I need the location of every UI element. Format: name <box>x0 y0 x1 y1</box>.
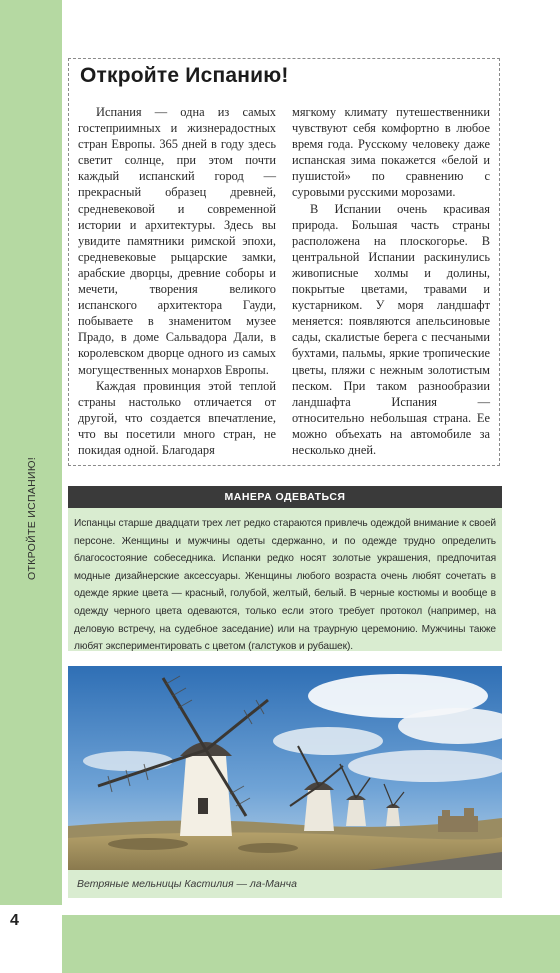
intro-paragraph: мягкому климату путешественники чувствуют себя комфортно в любое время года. Русскому человеку даже испанская зима покажется «белой и пушистой» по сравнению с суровыми русскими морозами. <box>292 105 490 200</box>
intro-paragraph: Каждая провинция этой теплой страны настолько отличается от другой, что создается впечатление, что вы посетили много стран, не покидая одной. Благодаря <box>78 378 276 457</box>
running-head-text: ОТКРОЙТЕ ИСПАНИЮ! <box>26 457 38 580</box>
manners-heading-text: МАНЕРА ОДЕВАТЬСЯ <box>224 491 346 503</box>
windmills-illustration <box>68 666 502 870</box>
manners-text: Испанцы старше двадцати трех лет редко стараются привлечь одеждой внимание к своей персоне. Женщины и мужчины одеты сдержанно, и по одежде трудно определить благосостояние собеседника. Испанки редко носят золотые украшения, предпочитая модные дизайнерские аксессуары. Женщины любого возраста очень любят сочетать в одежде яркие цвета — красный, голубой, желтый, белый. В черные костюмы и вообще в одежду черного цвета одеваются, только если этого требует протокол (например, на деловую встречу, на судебное заседание) или на траурную церемонию. Мужчины также любят экспериментировать с цветом (галстуков и рубашек). <box>68 508 502 651</box>
intro-title: Откройте Испанию! <box>80 64 289 87</box>
intro-paragraph: Испания — одна из самых гостеприимных и жизнерадостных стран Европы. 365 дней в году здесь светит солнце, при этом почти каждый испанский город — прекрасный образец древней, средневековой и современной истории и архитектуры. Здесь вы увидите памятники римской эпохи, средневековые рыцарские замки, арабские дворцы, древние соборы и мечети, творения великого испанского архитектора Гауди, побываете в знаменитом музее Прадо, в доме Сальвадора Дали, в королевском дворце одного из самых могущественных монархов Европы. <box>78 105 276 377</box>
intro-column-left <box>78 104 276 458</box>
running-head <box>26 410 40 580</box>
intro-column-right <box>292 104 490 458</box>
page-number: 4 <box>10 912 19 929</box>
footer-band <box>62 915 560 973</box>
intro-paragraph: В Испании очень красивая природа. Большая часть страны расположена на плоскогорье. В центральной Испании раскинулись живописные холмы и долины, покрытые цветами, травами и кустарником. У моря ландшафт меняется: появляются апельсиновые сады, скалистые берега с песчаными бухтами, пальмы, яркие тропические цветы, пляжи с нежным золотистым песком. При таком разнообразии ландшафта Испания — относительно небольшая страна. Ее можно объехать на автомобиле за несколько дней. <box>292 201 490 457</box>
windmills-photo <box>68 666 502 870</box>
photo-caption: Ветряные мельницы Кастилия — ла-Манча <box>77 878 297 890</box>
manners-heading <box>68 486 502 508</box>
